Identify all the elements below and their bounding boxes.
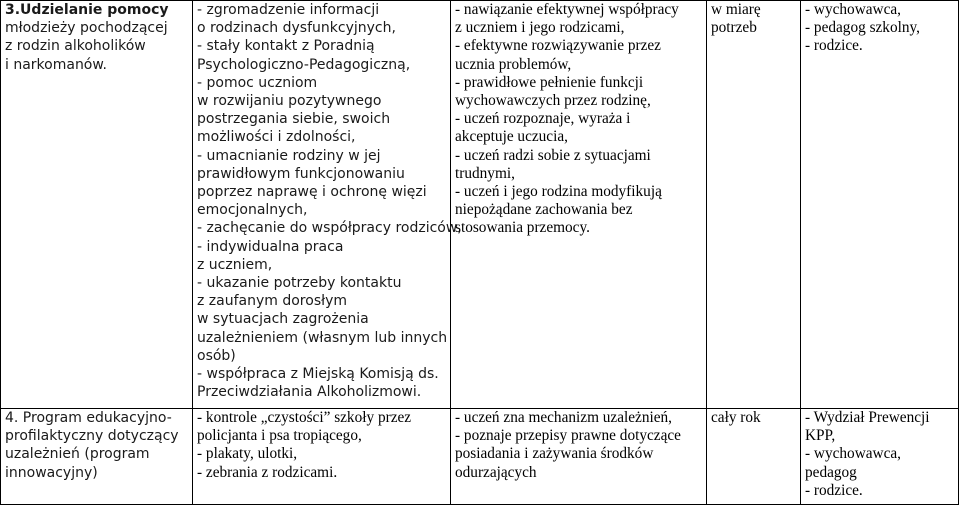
methods-line: policjanta i psa tropiącego, (197, 427, 362, 445)
responsible-line: pedagog (805, 463, 857, 481)
outcomes-line: trudnymi, (455, 164, 515, 182)
methods-line: w rozwijaniu pozytywnego (197, 93, 382, 110)
methods-line: - indywidualna praca (197, 238, 344, 255)
outcomes-cell (451, 1, 707, 409)
outcomes-line: wychowawczych przez rodzinę, (455, 92, 651, 110)
methods-line: z zaufanym dorosłym (197, 293, 348, 310)
methods-line: - plakaty, ulotki, (197, 445, 298, 463)
deadline-cell (707, 1, 801, 409)
responsible-line: - rodzice. (805, 481, 863, 499)
deadline-line: cały rok (711, 409, 761, 426)
outcomes-line: akceptuje uczucia, (455, 128, 568, 146)
responsible-line: - wychowawca, (805, 445, 901, 463)
deadline-line: w miarę (711, 1, 761, 18)
task-line: innowacyjny) (5, 464, 98, 481)
outcomes-line: - uczeń i jego rodzina modyfikują (455, 183, 662, 201)
outcomes-line: - efektywne rozwiązywanie przez (455, 37, 661, 55)
task-line: młodzieży pochodzącej (5, 20, 168, 37)
outcomes-line: posiadania i zażywania środków (455, 445, 654, 463)
methods-line: - umacnianie rodziny w jej (197, 147, 381, 164)
methods-line: poprzez naprawę i ochronę więzi (197, 184, 427, 201)
responsible-line: KPP, (805, 427, 836, 445)
responsible-cell (801, 409, 959, 505)
methods-line: o rodzinach dysfunkcyjnych, (197, 20, 396, 37)
responsible-line: - pedagog szkolny, (805, 19, 920, 37)
outcomes-line: stosowania przemocy. (455, 219, 590, 237)
task-cell (1, 409, 193, 505)
deadline-cell (707, 409, 801, 505)
outcomes-line: odurzających (455, 463, 537, 481)
table-row (1, 409, 959, 505)
responsible-line: - Wydział Prewencji (805, 409, 930, 426)
methods-line: postrzegania siebie, swoich (197, 111, 391, 128)
outcomes-line: - prawidłowe pełnienie funkcji (455, 73, 644, 91)
outcomes-line: z uczniem i jego rodzicami, (455, 19, 625, 37)
outcomes-line: - uczeń zna mechanizm uzależnień, (455, 409, 673, 426)
methods-cell (193, 409, 451, 505)
methods-line: prawidłowym funkcjonowaniu (197, 165, 405, 182)
task-line: i narkomanów. (5, 56, 107, 73)
outcomes-cell (451, 409, 707, 505)
outcomes-line: - nawiązanie efektywnej współpracy (455, 1, 679, 18)
methods-line: - zgromadzenie informacji (197, 2, 380, 18)
methods-line: Przeciwdziałania Alkoholizmowi. (197, 384, 422, 401)
outcomes-line: - poznaje przepisy prawne dotyczące (455, 427, 681, 445)
task-cell (1, 1, 193, 409)
methods-line: z uczniem, (197, 256, 273, 273)
responsible-cell (801, 1, 959, 409)
methods-cell (193, 1, 462, 409)
methods-line: Psychologiczno-Pedagogiczną, (197, 56, 411, 73)
responsible-line: - wychowawca, (805, 1, 901, 18)
responsible-line: - rodzice. (805, 37, 863, 55)
methods-line: - ukazanie potrzeby kontaktu (197, 275, 402, 292)
outcomes-line: - uczeń radzi sobie z sytuacjami (455, 146, 651, 164)
methods-line: - stały kontakt z Poradnią (197, 38, 375, 55)
methods-line: - zebrania z rodzicami. (197, 463, 338, 481)
methods-line: emocjonalnych, (197, 202, 308, 219)
methods-line: - kontrole „czystości” szkoły przez (197, 409, 412, 426)
methods-line: - zachęcanie do współpracy rodziców, (197, 220, 462, 237)
methods-line: osób) (197, 347, 236, 364)
deadline-line: potrzeb (711, 19, 757, 37)
methods-line: uzależnieniem (własnym lub innych (197, 329, 448, 346)
methods-line: - pomoc uczniom (197, 74, 318, 91)
methods-line: - współpraca z Miejską Komisją ds. (197, 366, 439, 383)
methods-line: w sytuacjach zagrożenia (197, 311, 369, 328)
table-row (1, 1, 959, 409)
task-line: uzależnień (program (5, 446, 150, 463)
task-line: z rodzin alkoholików (5, 38, 146, 55)
task-line: 4. Program edukacyjno- (5, 410, 172, 426)
task-line: 3.Udzielanie pomocy (5, 2, 169, 18)
outcomes-line: niepożądane zachowania bez (455, 201, 633, 219)
task-line: profilaktyczny dotyczący (5, 428, 179, 445)
methods-line: możliwości i zdolności, (197, 129, 356, 146)
outcomes-line: - uczeń rozpoznaje, wyraża i (455, 110, 631, 128)
outcomes-line: ucznia problemów, (455, 55, 572, 73)
